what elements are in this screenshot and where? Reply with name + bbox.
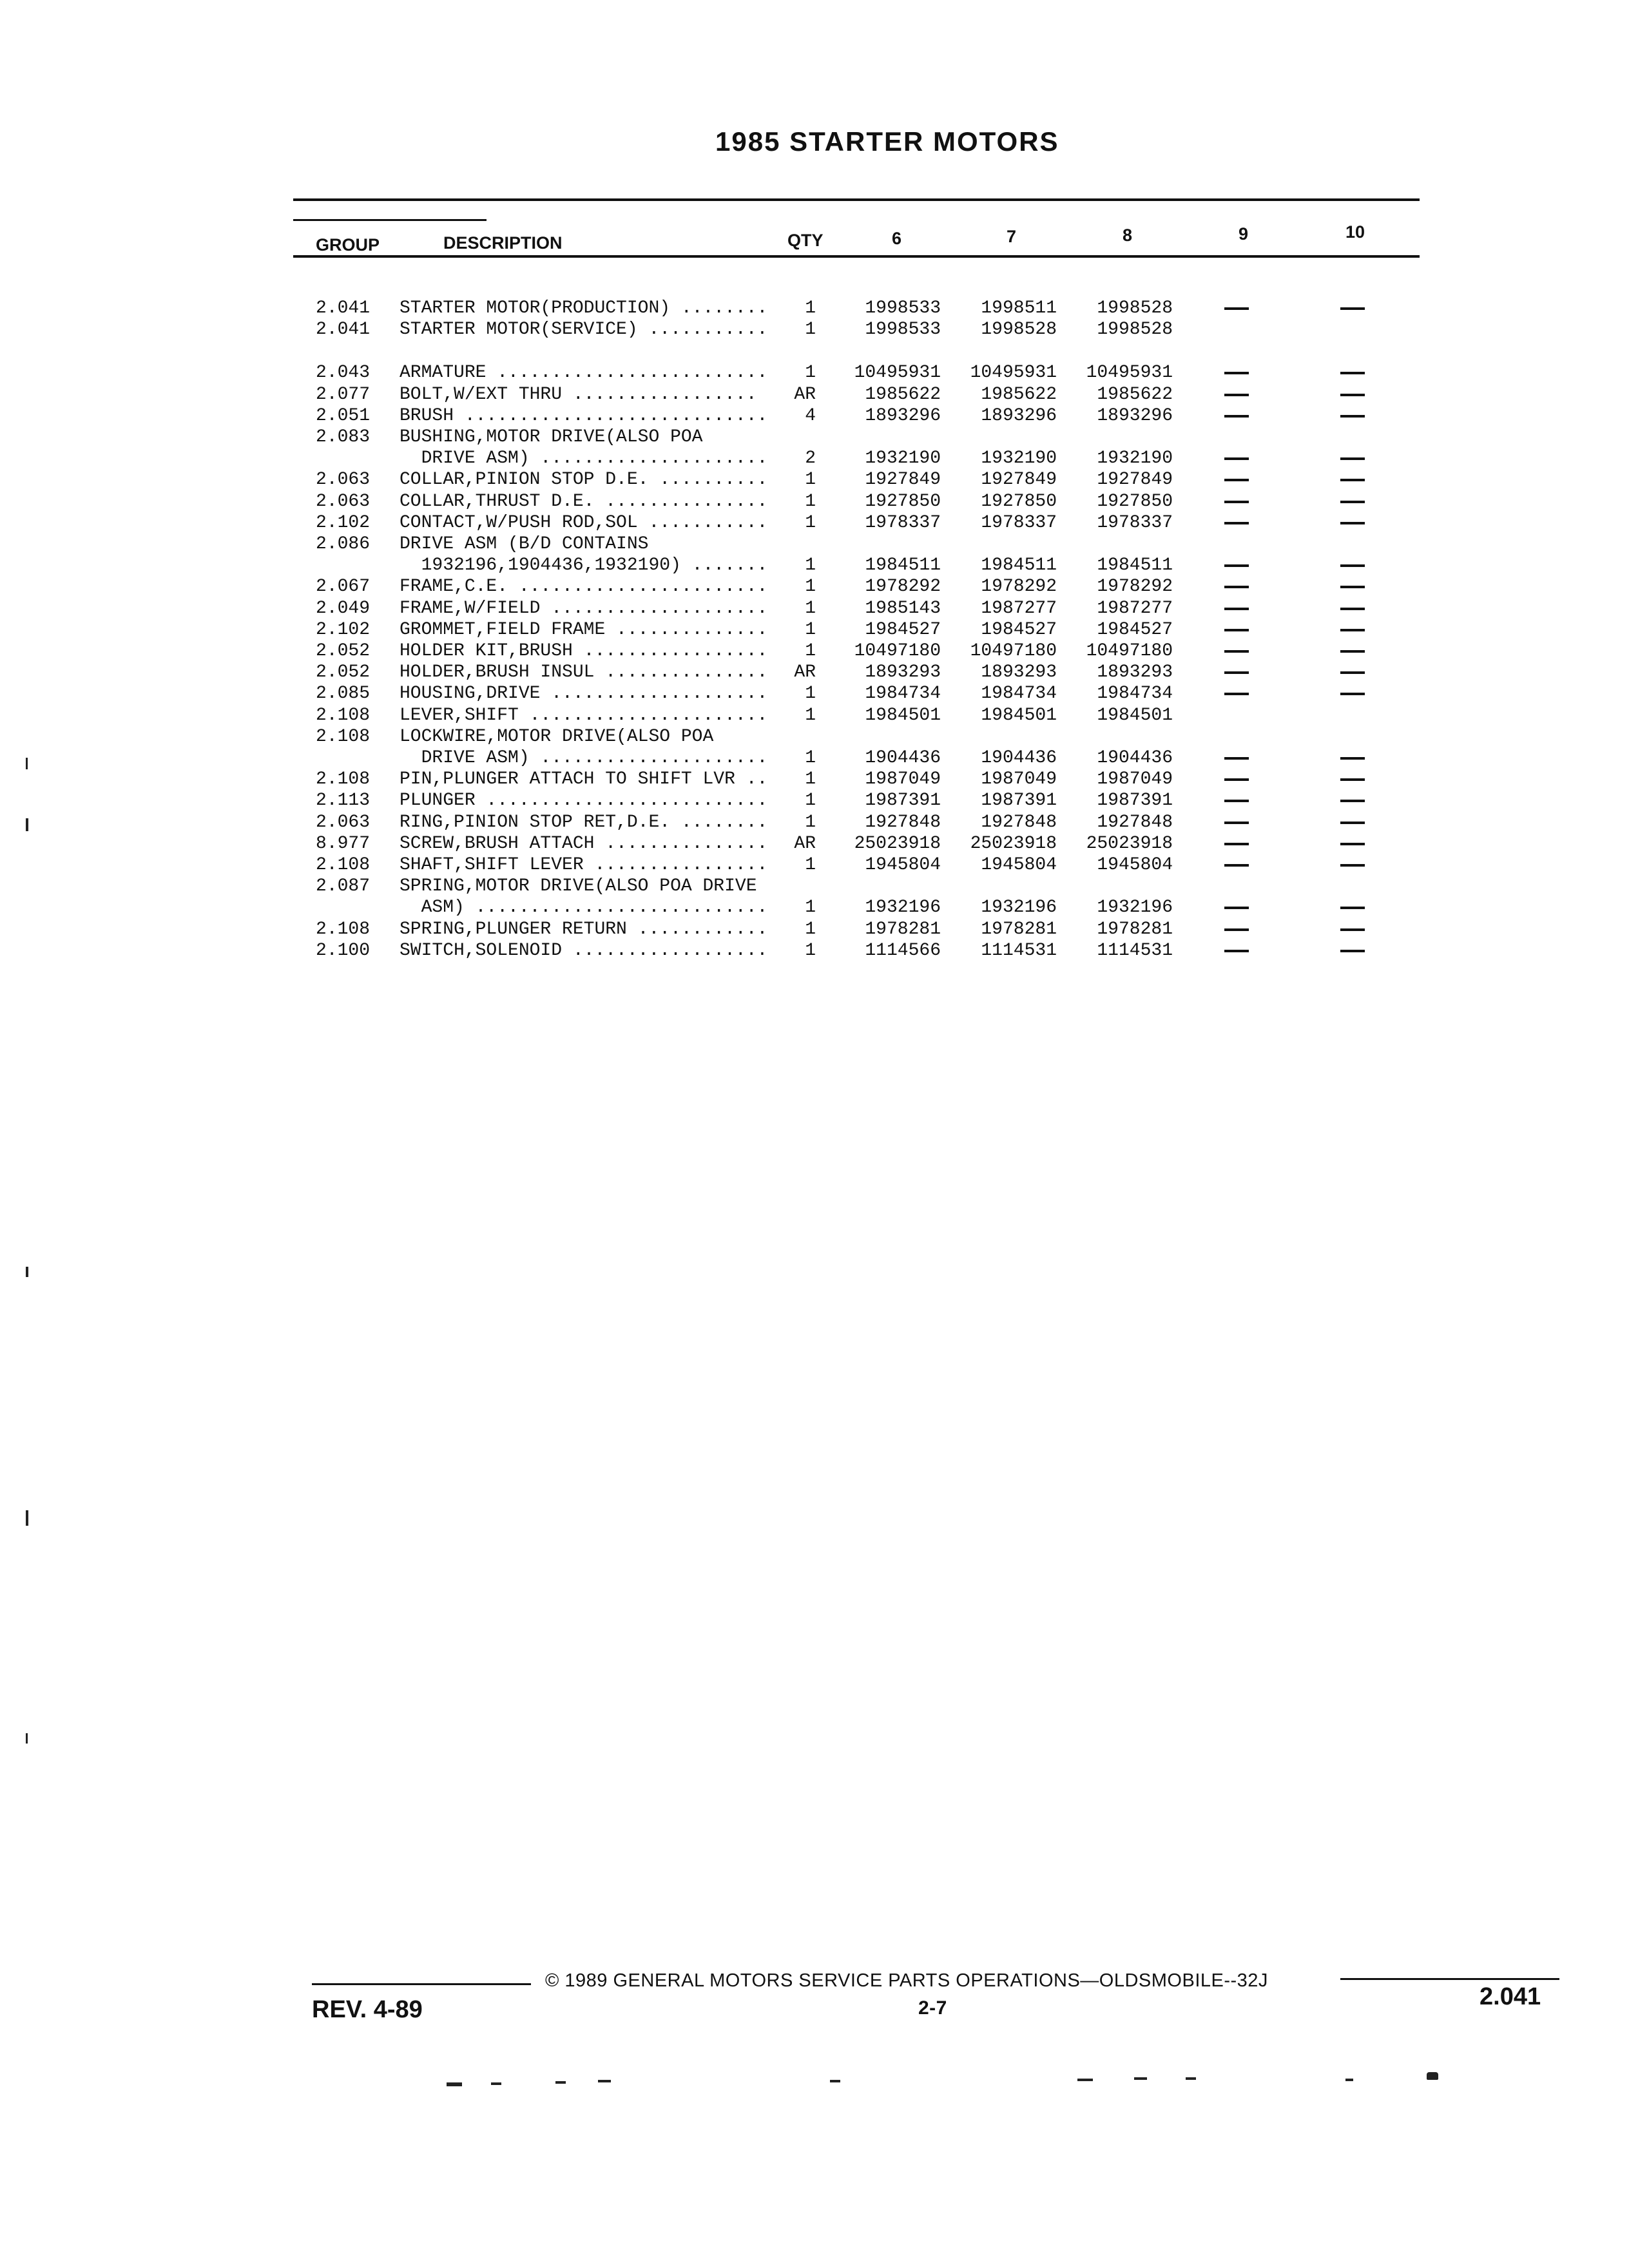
not-applicable-dash-col-9 (1224, 629, 1249, 631)
part-number-col-6: 1893296 (865, 406, 941, 426)
description-cell: FRAME,W/FIELD .................... (400, 599, 768, 619)
not-applicable-dash-col-10 (1340, 479, 1365, 481)
group-cell: 2.077 (316, 385, 371, 405)
description-cell: DRIVE ASM) ..................... (400, 448, 768, 468)
not-applicable-dash-col-9 (1224, 522, 1249, 524)
qty-cell: 1 (805, 320, 816, 340)
description-cell: BOLT,W/EXT THRU ................. (400, 385, 757, 405)
description-cell: PLUNGER .......................... (400, 791, 768, 811)
part-number-col-7: 1927848 (981, 812, 1057, 832)
not-applicable-dash-col-9 (1224, 394, 1249, 396)
description-cell: 1932196,1904436,1932190) ....... (400, 555, 768, 575)
qty-cell: 1 (805, 492, 816, 512)
part-number-col-6: 1904436 (865, 748, 941, 768)
scan-mark (1134, 2077, 1147, 2080)
group-cell: 2.063 (316, 492, 371, 512)
not-applicable-dash-col-9 (1224, 479, 1249, 481)
part-number-col-8: 1927850 (1097, 492, 1173, 512)
group-cell: 2.067 (316, 577, 371, 597)
not-applicable-dash-col-9 (1224, 907, 1249, 909)
part-number-col-6: 1893293 (865, 662, 941, 682)
table-row (0, 897, 1629, 919)
not-applicable-dash-col-10 (1340, 608, 1365, 610)
part-number-col-7: 1945804 (981, 855, 1057, 875)
part-number-col-8: 1114531 (1097, 941, 1173, 961)
table-row (0, 854, 1629, 876)
not-applicable-dash-col-10 (1340, 778, 1365, 781)
qty-cell: 1 (805, 898, 816, 918)
qty-cell: 1 (805, 363, 816, 383)
table-row (0, 427, 1629, 448)
part-number-col-6: 1978292 (865, 577, 941, 597)
header-top-rule-2 (293, 219, 487, 221)
footer-section-number: 2.041 (1480, 1983, 1541, 2010)
description-cell: HOLDER KIT,BRUSH ................. (400, 641, 768, 661)
description-cell: STARTER MOTOR(SERVICE) ........... (400, 320, 768, 340)
table-row (0, 833, 1629, 855)
part-number-col-6: 1985143 (865, 599, 941, 619)
group-cell: 2.100 (316, 941, 371, 961)
group-cell: 2.063 (316, 470, 371, 490)
description-cell: SPRING,PLUNGER RETURN ............ (400, 919, 768, 939)
not-applicable-dash-col-10 (1340, 629, 1365, 631)
not-applicable-dash-col-10 (1340, 650, 1365, 653)
group-cell: 2.108 (316, 706, 371, 726)
header-col-6: 6 (892, 229, 902, 248)
part-number-col-6: 1984501 (865, 706, 941, 726)
qty-cell: 1 (805, 748, 816, 768)
part-number-col-6: 1998533 (865, 320, 941, 340)
part-number-col-8: 1978292 (1097, 577, 1173, 597)
not-applicable-dash-col-10 (1340, 843, 1365, 845)
scan-mark (26, 1733, 28, 1744)
description-cell: ARMATURE ......................... (400, 363, 768, 383)
part-number-col-6: 1985622 (865, 385, 941, 405)
part-number-col-6: 10497180 (854, 641, 941, 661)
not-applicable-dash-col-10 (1340, 415, 1365, 418)
scan-mark (26, 818, 28, 831)
scan-mark (447, 2082, 462, 2086)
part-number-col-6: 1978281 (865, 919, 941, 939)
group-cell: 2.063 (316, 812, 371, 832)
scan-mark (491, 2082, 501, 2085)
description-cell: LOCKWIRE,MOTOR DRIVE(ALSO POA (400, 727, 714, 747)
table-row (0, 683, 1629, 705)
part-number-col-7: 1987049 (981, 769, 1057, 789)
not-applicable-dash-col-10 (1340, 586, 1365, 588)
part-number-col-7: 1978281 (981, 919, 1057, 939)
part-number-col-7: 10497180 (970, 641, 1057, 661)
not-applicable-dash-col-10 (1340, 522, 1365, 524)
not-applicable-dash-col-9 (1224, 586, 1249, 588)
description-cell: BUSHING,MOTOR DRIVE(ALSO POA (400, 427, 703, 447)
qty-cell: 1 (805, 577, 816, 597)
description-cell: PIN,PLUNGER ATTACH TO SHIFT LVR .. (400, 769, 768, 789)
part-number-col-8: 1985622 (1097, 385, 1173, 405)
part-number-col-7: 1904436 (981, 748, 1057, 768)
qty-cell: 1 (805, 706, 816, 726)
part-number-col-7: 1998528 (981, 320, 1057, 340)
part-number-col-8: 25023918 (1086, 834, 1173, 854)
scan-mark (830, 2080, 840, 2082)
description-cell: STARTER MOTOR(PRODUCTION) ........ (400, 298, 768, 318)
part-number-col-7: 1932190 (981, 448, 1057, 468)
part-number-col-7: 1987277 (981, 599, 1057, 619)
group-cell: 2.049 (316, 599, 371, 619)
part-number-col-7: 1927849 (981, 470, 1057, 490)
part-number-col-7: 1932196 (981, 898, 1057, 918)
part-number-col-8: 1984511 (1097, 555, 1173, 575)
not-applicable-dash-col-9 (1224, 757, 1249, 760)
not-applicable-dash-col-9 (1224, 372, 1249, 374)
group-cell: 8.977 (316, 834, 371, 854)
part-number-col-8: 1998528 (1097, 298, 1173, 318)
table-row (0, 384, 1629, 406)
table-row (0, 448, 1629, 470)
part-number-col-8: 1932190 (1097, 448, 1173, 468)
header-bottom-rule (293, 255, 1420, 258)
header-col-9: 9 (1239, 224, 1249, 244)
not-applicable-dash-col-9 (1224, 864, 1249, 867)
description-cell: COLLAR,PINION STOP D.E. .......... (400, 470, 768, 490)
qty-cell: 1 (805, 298, 816, 318)
group-cell: 2.041 (316, 298, 371, 318)
group-cell: 2.052 (316, 662, 371, 682)
part-number-col-8: 1893296 (1097, 406, 1173, 426)
group-cell: 2.108 (316, 769, 371, 789)
part-number-col-8: 1932196 (1097, 898, 1173, 918)
header-description: DESCRIPTION (443, 233, 563, 253)
part-number-col-6: 1998533 (865, 298, 941, 318)
group-cell: 2.108 (316, 855, 371, 875)
not-applicable-dash-col-10 (1340, 757, 1365, 760)
table-row (0, 769, 1629, 791)
description-cell: SCREW,BRUSH ATTACH ............... (400, 834, 768, 854)
table-row (0, 919, 1629, 941)
not-applicable-dash-col-9 (1224, 457, 1249, 460)
not-applicable-dash-col-10 (1340, 693, 1365, 695)
table-row (0, 619, 1629, 641)
not-applicable-dash-col-9 (1224, 928, 1249, 931)
not-applicable-dash-col-10 (1340, 564, 1365, 567)
part-number-col-8: 1978337 (1097, 513, 1173, 533)
table-row (0, 533, 1629, 555)
qty-cell: AR (794, 662, 816, 682)
scan-mark (1345, 2079, 1353, 2081)
group-cell: 2.052 (316, 641, 371, 661)
qty-cell: 1 (805, 641, 816, 661)
part-number-col-7: 1984527 (981, 620, 1057, 640)
table-row (0, 555, 1629, 577)
table-row (0, 726, 1629, 748)
not-applicable-dash-col-10 (1340, 501, 1365, 503)
qty-cell: 1 (805, 513, 816, 533)
part-number-col-7: 1984511 (981, 555, 1057, 575)
header-top-rule (293, 198, 1420, 201)
not-applicable-dash-col-9 (1224, 608, 1249, 610)
part-number-col-7: 25023918 (970, 834, 1057, 854)
part-number-col-6: 1984527 (865, 620, 941, 640)
part-number-col-6: 10495931 (854, 363, 941, 383)
table-row (0, 705, 1629, 727)
scan-mark (555, 2081, 566, 2084)
part-number-col-6: 1984734 (865, 684, 941, 704)
description-cell: BRUSH ............................ (400, 406, 768, 426)
not-applicable-dash-col-10 (1340, 671, 1365, 674)
part-number-col-7: 1984734 (981, 684, 1057, 704)
not-applicable-dash-col-10 (1340, 950, 1365, 952)
scan-mark (26, 1267, 28, 1277)
table-row (0, 469, 1629, 491)
not-applicable-dash-col-9 (1224, 415, 1249, 418)
not-applicable-dash-col-9 (1224, 822, 1249, 824)
table-row (0, 790, 1629, 812)
not-applicable-dash-col-10 (1340, 800, 1365, 802)
group-cell: 2.102 (316, 513, 371, 533)
part-number-col-8: 1904436 (1097, 748, 1173, 768)
part-number-col-8: 1927849 (1097, 470, 1173, 490)
part-number-col-8: 1984734 (1097, 684, 1173, 704)
part-number-col-6: 1932190 (865, 448, 941, 468)
table-row (0, 405, 1629, 427)
not-applicable-dash-col-10 (1340, 822, 1365, 824)
table-row (0, 362, 1629, 384)
not-applicable-dash-col-10 (1340, 307, 1365, 310)
part-number-col-6: 1927850 (865, 492, 941, 512)
group-cell: 2.086 (316, 534, 371, 554)
part-number-col-7: 1927850 (981, 492, 1057, 512)
description-cell: HOLDER,BRUSH INSUL ............... (400, 662, 768, 682)
part-number-col-8: 10495931 (1086, 363, 1173, 383)
table-row (0, 662, 1629, 684)
qty-cell: 1 (805, 684, 816, 704)
qty-cell: 1 (805, 555, 816, 575)
table-row (0, 747, 1629, 769)
not-applicable-dash-col-9 (1224, 800, 1249, 802)
description-cell: DRIVE ASM) ..................... (400, 748, 768, 768)
header-col-7: 7 (1007, 227, 1017, 246)
group-cell: 2.108 (316, 919, 371, 939)
not-applicable-dash-col-9 (1224, 501, 1249, 503)
description-cell: CONTACT,W/PUSH ROD,SOL ........... (400, 513, 768, 533)
group-cell: 2.041 (316, 320, 371, 340)
table-row (0, 640, 1629, 662)
part-number-col-8: 1987277 (1097, 599, 1173, 619)
scan-mark (1427, 2072, 1438, 2080)
description-cell: DRIVE ASM (B/D CONTAINS (400, 534, 649, 554)
qty-cell: AR (794, 834, 816, 854)
part-number-col-6: 1987049 (865, 769, 941, 789)
part-number-col-6: 1114566 (865, 941, 941, 961)
part-number-col-7: 1987391 (981, 791, 1057, 811)
not-applicable-dash-col-9 (1224, 650, 1249, 653)
table-row (0, 298, 1629, 320)
part-number-col-8: 10497180 (1086, 641, 1173, 661)
part-number-col-6: 25023918 (854, 834, 941, 854)
not-applicable-dash-col-10 (1340, 457, 1365, 460)
not-applicable-dash-col-10 (1340, 928, 1365, 931)
description-cell: COLLAR,THRUST D.E. ............... (400, 492, 768, 512)
part-number-col-7: 1978337 (981, 513, 1057, 533)
table-row (0, 491, 1629, 513)
header-qty: QTY (787, 231, 824, 250)
description-cell: HOUSING,DRIVE .................... (400, 684, 768, 704)
description-cell: GROMMET,FIELD FRAME .............. (400, 620, 768, 640)
not-applicable-dash-col-9 (1224, 564, 1249, 567)
part-number-col-8: 1927848 (1097, 812, 1173, 832)
header-col-8: 8 (1123, 226, 1133, 245)
table-row (0, 512, 1629, 534)
qty-cell: 1 (805, 855, 816, 875)
part-number-col-7: 1984501 (981, 706, 1057, 726)
part-number-col-6: 1932196 (865, 898, 941, 918)
group-cell: 2.083 (316, 427, 371, 447)
scan-mark (598, 2080, 611, 2082)
footer-page-number: 2-7 (918, 1997, 947, 2019)
table-row (0, 876, 1629, 898)
not-applicable-dash-col-10 (1340, 394, 1365, 396)
header-col-10: 10 (1345, 222, 1365, 242)
not-applicable-dash-col-10 (1340, 372, 1365, 374)
group-cell: 2.108 (316, 727, 371, 747)
qty-cell: 1 (805, 769, 816, 789)
part-number-col-8: 1984527 (1097, 620, 1173, 640)
scan-mark (1186, 2077, 1196, 2080)
part-number-col-7: 1893296 (981, 406, 1057, 426)
description-cell: SHAFT,SHIFT LEVER ................ (400, 855, 768, 875)
footer-copyright: © 1989 GENERAL MOTORS SERVICE PARTS OPERATIONS—OLDSMOBILE--32J (545, 1970, 1268, 1991)
not-applicable-dash-col-9 (1224, 843, 1249, 845)
table-row (0, 598, 1629, 620)
part-number-col-8: 1987391 (1097, 791, 1173, 811)
group-cell: 2.113 (316, 791, 371, 811)
part-number-col-7: 10495931 (970, 363, 1057, 383)
footer-rule-left (312, 1983, 531, 1985)
part-number-col-6: 1987391 (865, 791, 941, 811)
table-row (0, 812, 1629, 834)
scan-mark (26, 758, 28, 769)
qty-cell: 2 (805, 448, 816, 468)
qty-cell: 1 (805, 470, 816, 490)
group-cell: 2.102 (316, 620, 371, 640)
part-number-col-6: 1945804 (865, 855, 941, 875)
description-cell: SWITCH,SOLENOID .................. (400, 941, 768, 961)
part-number-col-8: 1987049 (1097, 769, 1173, 789)
description-cell: SPRING,MOTOR DRIVE(ALSO POA DRIVE (400, 876, 757, 896)
group-cell: 2.051 (316, 406, 371, 426)
qty-cell: AR (794, 385, 816, 405)
part-number-col-8: 1978281 (1097, 919, 1173, 939)
description-cell: RING,PINION STOP RET,D.E. ........ (400, 812, 768, 832)
part-number-col-8: 1984501 (1097, 706, 1173, 726)
part-number-col-6: 1984511 (865, 555, 941, 575)
part-number-col-8: 1998528 (1097, 320, 1173, 340)
description-cell: LEVER,SHIFT ...................... (400, 706, 768, 726)
part-number-col-8: 1945804 (1097, 855, 1173, 875)
page-title: 1985 STARTER MOTORS (715, 126, 1059, 157)
not-applicable-dash-col-9 (1224, 950, 1249, 952)
description-cell: FRAME,C.E. ....................... (400, 577, 768, 597)
not-applicable-dash-col-9 (1224, 671, 1249, 674)
qty-cell: 1 (805, 791, 816, 811)
not-applicable-dash-col-10 (1340, 907, 1365, 909)
part-number-col-7: 1893293 (981, 662, 1057, 682)
qty-cell: 1 (805, 812, 816, 832)
qty-cell: 1 (805, 620, 816, 640)
group-cell: 2.087 (316, 876, 371, 896)
not-applicable-dash-col-10 (1340, 864, 1365, 867)
footer-rule-right (1340, 1978, 1559, 1980)
part-number-col-8: 1893293 (1097, 662, 1173, 682)
group-cell: 2.043 (316, 363, 371, 383)
part-number-col-7: 1978292 (981, 577, 1057, 597)
group-cell: 2.085 (316, 684, 371, 704)
part-number-col-6: 1978337 (865, 513, 941, 533)
qty-cell: 1 (805, 599, 816, 619)
not-applicable-dash-col-9 (1224, 778, 1249, 781)
description-cell: ASM) ........................... (400, 898, 768, 918)
not-applicable-dash-col-9 (1224, 307, 1249, 310)
scan-mark (26, 1510, 28, 1526)
part-number-col-6: 1927848 (865, 812, 941, 832)
not-applicable-dash-col-9 (1224, 693, 1249, 695)
part-number-col-7: 1114531 (981, 941, 1057, 961)
part-number-col-6: 1927849 (865, 470, 941, 490)
qty-cell: 1 (805, 941, 816, 961)
footer-revision: REV. 4-89 (312, 1996, 423, 2023)
qty-cell: 4 (805, 406, 816, 426)
header-group: GROUP (316, 235, 380, 255)
qty-cell: 1 (805, 919, 816, 939)
table-row (0, 576, 1629, 598)
part-number-col-7: 1985622 (981, 385, 1057, 405)
part-number-col-7: 1998511 (981, 298, 1057, 318)
table-row (0, 319, 1629, 341)
scan-mark (1077, 2079, 1093, 2081)
table-row (0, 940, 1629, 962)
